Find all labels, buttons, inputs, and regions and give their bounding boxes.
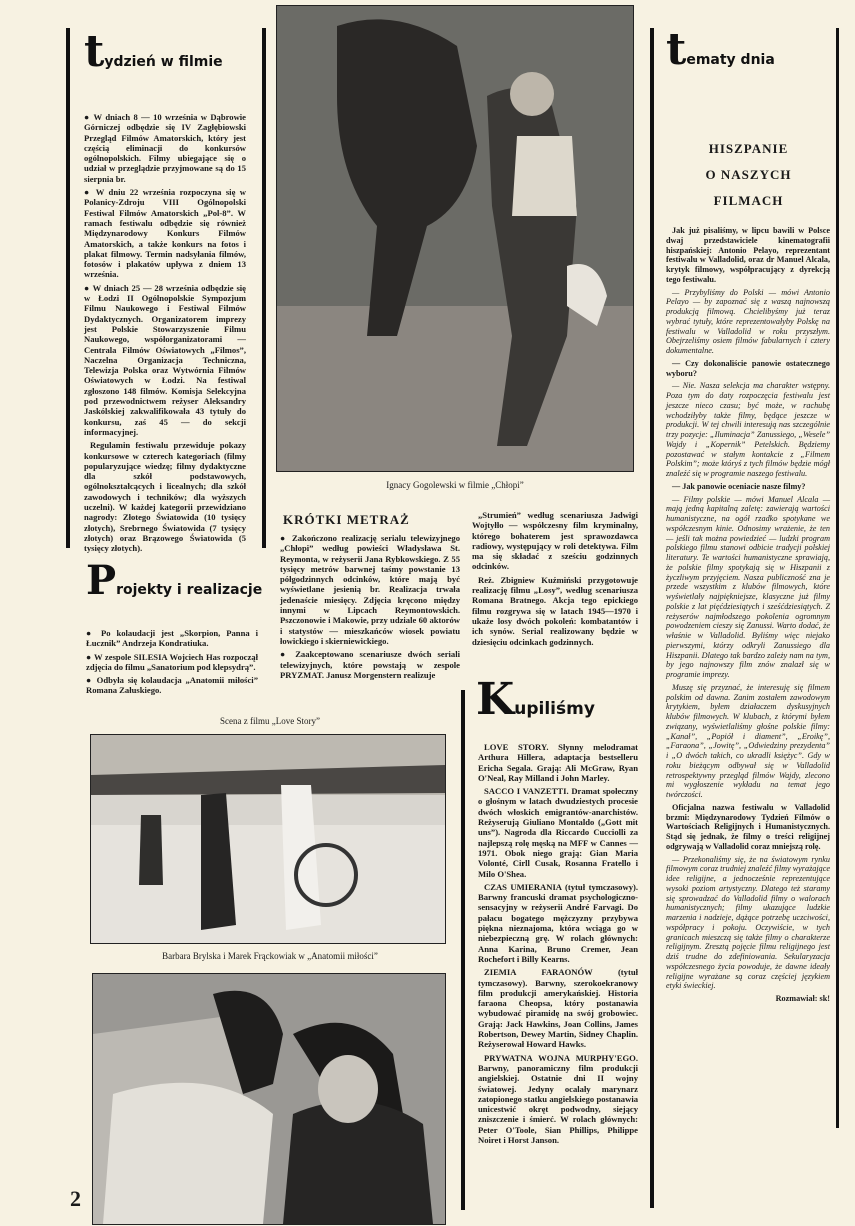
kupilismy-title-letter: K [476,674,515,725]
tematy-title-rest: ematy dnia [686,52,775,68]
caption-chlopi: Ignacy Gogolewski w filmie „Chłopi” [386,480,524,490]
photo-anatomia [92,973,446,1225]
projekty-paragraph: ● Po kolaudacji jest „Skorpion, Panna i Łucznik” Andrzeja Kondratiuka. [86,628,258,649]
column-rule-mid-left [262,28,266,548]
kupilismy-paragraph: LOVE STORY. Słynny melodramat Arthura Hillera, adaptacja bestselleru Ericha Segala. Grają: Ali McGraw, Ryan O'Neal, Ray Milland i John Marley. [478,742,638,783]
headline-line: HISZPANIE [708,141,789,156]
photo-beach-image [91,735,445,943]
headline-line: FILMACH [713,193,784,208]
tydzien-paragraph: ● W dniach 8 — 10 września w Dąbrowie Górniczej odbędzie się IV Zagłębiowski Przegląd Filmów Amatorskich, który jest częścią eliminacji do konkursów ogólnopolskich. Filmy ubiegające się o udział w przeglądzie przyjmowane są do 15 sierpnia br. [84,112,246,184]
tematy-paragraph: — Jak panowie oceniacie nasze filmy? [672,481,806,491]
headline-line: O NASZYCH [705,167,792,182]
tydzien-title [84,26,254,77]
column-rule-far-right [836,28,839,1128]
krotki-column-left [280,533,460,683]
kupilismy-column [478,742,638,1148]
column-rule-mid-right [461,690,465,1210]
krotki-paragraph: ● Zaakceptowano scenariusze dwóch seriali telewizyjnych, które powstają w zespole PRYZMAT. Janusz Morgenstern realizuje [280,649,460,680]
tematy-paragraph: Muszę się przyznać, że interesuję się filmem polskim od dawna. Zanim zostałem zawodowym krytykiem, byłem działaczem dyskusyjnych klubów filmowych. W klubach, z którymi byłem związany, wyświetlaliśmy głośne polskie filmy: „Kanał”, „Popiół i diament”, „Eroikę”, „Faraona”, „Jowitę”, „Odwiedziny prezydenta” i „O dwóch takich, co ukradli księżyc”. Gdy w roku bieżącym odbywał się w Valladolid retrospektywny przegląd filmów Wajdy, zlecono mi wygłoszenie wykładu na temat jego twórczości. [666,682,830,799]
krotki-paragraph: Reż. Zbigniew Kuźmiński przygotowuje realizację filmu „Losy”, według scenariusza Romana Bratnego. Akcja tego epickiego filmu rozgrywa się w latach 1945—1970 i ukaże losy dwóch pokoleń: kombatantów i ich synów. Serial realizowany będzie w dziesięciu odcinkach godzinnych. [472,574,638,647]
tydzien-title-rest: ydzień w filmie [104,54,223,70]
column-rule-left [66,28,70,548]
krotki-metraz-title: KRÓTKI METRAŻ [283,512,410,527]
caption-love-story: Scena z filmu „Love Story” [220,716,320,726]
tematy-paragraph: — Filmy polskie — mówi Manuel Alcala — mają jedną kapitalną zaletę: zawierają wartości humanistyczne, na ogół rzadko spotykane we współczesnym kinie. Odnosimy wrażenie, że ten — jeśli tak można powiedzieć — ludzki program polskiego filmu stanowi odbicie tradycji polskiej literatury. Te wartości humanistyczne sprawiają, że polskie filmy spotykają się w Hiszpanii z życzliwym przyjęciem. Nasza publiczność zna je przede wszystkim z klubów filmowych, które wyświetlały najpiękniejsze, klasyczne już filmy polskie z lat pięćdziesiątych i sześćdziesiątych. Z reżyserów najmłodszego pokolenia ogromnym powodzeniem cieszy się Zanussi. Warto dodać, że właśnie w Valladolid. Byliśmy więc niejako pierwszymi, którzy odkryli Zanussiego dla Hiszpanii. Dlatego tak bardzo zależy nam na tym, by jego najnowszy film znów znalazł się w programie imprezy. [666,494,830,679]
photo-chlopi [276,5,634,472]
krotki-paragraph: „Strumień” według scenariusza Jadwigi Wojtyłło — współczesny film kryminalny, którego bohaterem jest sprawozdawca radiowy, występujący w roli detektywa. Film ma się składać z sześciu godzinnych odcinków. [472,510,638,572]
projekty-paragraph: ● W zespole SILESIA Wojciech Has rozpoczął zdjęcia do filmu „Sanatorium pod klepsydrą”. [86,651,258,672]
tydzien-paragraph: ● W dniach 25 — 28 września odbędzie się w Łodzi II Ogólnopolskie Sympozjum Filmu Naukowego i Festiwal Filmów Dydaktycznych. Organizatorem imprezy jest Polskie Stowarzyszenie Filmu Naukowego, współorganizatorami — Centrala Filmów Oświatowych „Filmos”, Naczelna Organizacja Techniczna, Telewizja Polska oraz Wytwórnia Filmów Oświatowych w Łodzi. Na festiwal zgłoszono 148 filmów. Komisja Selekcyjna pod przewodnictwem reżyser Aleksandry Jaskólskiej zakwalifikowała 43 tytuły do konkursu, zaś 45 — do sekcji informacyjnej. [84,282,246,437]
kupilismy-paragraph: ZIEMIA FARAONÓW (tytuł tymczasowy). Barwny, szerokoekranowy film produkcji amerykańskiej. Historia faraona Cheopsa, który postanawia wybudować piramidę na swój grobowiec. Grają: Jack Hawkins, Joan Collins, James Robertson, Dewey Martin, Sidney Chaplin. Reżyserował Howard Hawks. [478,967,638,1050]
kupilismy-title-rest: upiliśmy [514,699,595,719]
tematy-paragraph: — Przybyliśmy do Polski — mówi Antonio Pelayo — by zapoznać się z waszą najnowszą produkcją filmową. Chcielibyśmy już teraz wybrać tytuły, które reprezentowałyby Polskę na festiwalu w Valladolid w roku przyszłym. Obejrzeliśmy osiem filmów fabularnych i cztery dokumentalne. [666,287,830,355]
photo-anatomia-image [93,974,445,1224]
caption-anatomia: Barbara Brylska i Marek Frąckowiak w „Anatomii miłości” [162,951,378,961]
projekty-title [86,557,266,604]
kupilismy-paragraph: SACCO I VANZETTI. Dramat społeczny o głośnym w latach dwudziestych procesie dwóch włoskich emigrantów-anarchistów. Reżyserują Giuliano Montaldo („Gott mit uns”). Nagroda dla Riccardo Cucciolli za najlepszą rolę męską na MFF w Cannes — 1971. Obok niego grają: Gian Maria Volonté, Cirll Cusak, Rosanna Fratello i Milo O'Shea. [478,786,638,879]
photo-beach [90,734,446,944]
tematy-column [666,226,830,1007]
tematy-title-letter: t [666,24,687,75]
tematy-paragraph: Oficjalna nazwa festiwalu w Valladolid brzmi: Międzynarodowy Tydzień Filmów o Wartościach Religijnych i Humanistycznych. Stąd się jednak, że filmy o treści religijnej odgrywają w Valladolid coraz mniejszą rolę. [666,802,830,851]
projekty-title-rest: rojekty i realizacje [116,582,263,598]
tematy-paragraph: Jak już pisaliśmy, w lipcu bawili w Polsce dwaj przedstawiciele kinematografii hiszpańskiej: Antonio Pelayo, reprezentant festiwalu w Valladolid, oraz dr Manuel Alcala, krytyk filmowy, współpracujący z dyrekcją tego festiwalu. [666,226,830,284]
tematy-paragraph: — Nie. Nasza selekcja ma charakter wstępny. Poza tym do daty rozpoczęcia festiwalu jest jeszcze nieco czasu; być może, w rachubę wchodziłyby także filmy, będące jeszcze w produkcji. W tej chwili interesują nas szczególnie trzy pozycje: „Iluminacja” Zanussiego, „Wesele” Wajdy i „Kopernik” Petelskich. Będziemy pozostawać w stałym kontakcie z „Filmem Polskim”; może któryś z tych filmów będzie mógł znaleźć się w programie naszego festiwalu. [666,381,830,478]
tematy-title [666,24,836,75]
photo-chlopi-image [277,6,633,471]
krotki-paragraph: ● Zakończono realizację serialu telewizyjnego „Chłopi” według powieści Władysława St. Reymonta, w reżyserii Jana Rybkowskiego. Z 55 tysięcy metrów barwnej taśmy powstanie 13 półgodzinnych odcinków, które mają być wyświetlane jesienią br. Realizacja trwała jedenaście miesięcy. Zdjęcia kręcono między innymi w Lipcach Reymontowskich. Pszczonowie i Makowie, przy udziale 60 aktorów i statystów — mieszkańców wiosek powiatu łowickiego i skierniewickiego. [280,533,460,646]
tematy-paragraph: — Czy dokonaliście panowie ostatecznego wyboru? [666,358,830,378]
projekty-column [86,628,258,699]
tematy-headline [666,136,831,214]
kupilismy-title [476,676,646,724]
tydzien-column [84,112,246,556]
kupilismy-paragraph: CZAS UMIERANIA (tytuł tymczasowy). Barwny francuski dramat psychologiczno-sensacyjny w reżyserii André Farvagi. Do pałacu bogatego mężczyzny przybywa piękna nieznajoma, która wciąga go w niebezpieczną grę. W rolach głównych: Anna Karina, Bruno Cremer, Jean Rochefort i Billy Kearns. [478,881,638,964]
tematy-paragraph: — Przekonaliśmy się, że na światowym rynku filmowym coraz trudniej znaleźć filmy wyrażające idee religijne, a jednocześnie reprezentujące wysoki poziom artystyczny. Dlatego też staramy się sprowadzać do Valladolid filmy o walorach humanistycznych; filmy ukazujące ludzkie marzenia i nadzieje, dążące potrzebę uczciwości, współpracy i pokoju. Oczywiście, w tych granicach mieszczą się także filmy o charakterze religijnym. Zresztą pojęcie filmu religijnego jest dziś trudne do zdefiniowania. Sekularyzacja współczesnego życia powoduje, że dawne ideały religijne wyrażane są coraz częściej językiem etyki świeckiej. [666,854,830,991]
tydzien-paragraph: Regulamin festiwalu przewiduje pokazy konkursowe w czterech kategoriach (filmy popularyzujące wiedzę; filmy dydaktyczne dla szkół podstawowych, ogólnokształcących i licealnych; dla szkół zawodowych i techników; dla wyższych uczelni). W każdej kategorii przewidziano nagrody: Złotego Światowida (10 tysięcy złotych), Srebrnego Światowida (7 tysięcy złotych) oraz Brązowego Światowida (5 tysięcy złotych). [84,440,246,554]
kupilismy-paragraph: PRYWATNA WOJNA MURPHY'EGO. Barwny, panoramiczny film produkcji angielskiej. Ostatnie dni II wojny światowej. Jedyny ocalały marynarz zatopionego statku angielskiego postanawia unicestwić okręt podwodny, siejący zniszczenie i śmierć. W rolach głównych: Peter O'Toole, Sian Phillips, Philippe Noiret i Horst Janson. [478,1052,638,1145]
projekty-title-letter: P [86,557,117,604]
column-rule-right [650,28,654,1208]
page-number: 2 [70,1186,81,1211]
tematy-signature: Rozmawiał: sk! [775,994,830,1003]
tydzien-paragraph: ● W dniu 22 września rozpoczyna się w Polanicy-Zdroju VIII Ogólnopolski Festiwal Filmów Amatorskich „Pol-8”. W ramach festiwalu odbędzie się również Międzynarodowy Konkurs Filmów Amatorskich, a także konkurs na fotos i plakat filmowy. Termin nadsyłania filmów, fotosów i plakatów upływa z dniem 13 września. [84,187,246,280]
krotki-column-right [472,510,638,650]
tydzien-title-letter: t [84,26,105,77]
projekty-paragraph: ● Odbyła się kolaudacja „Anatomii miłości” Romana Załuskiego. [86,675,258,696]
